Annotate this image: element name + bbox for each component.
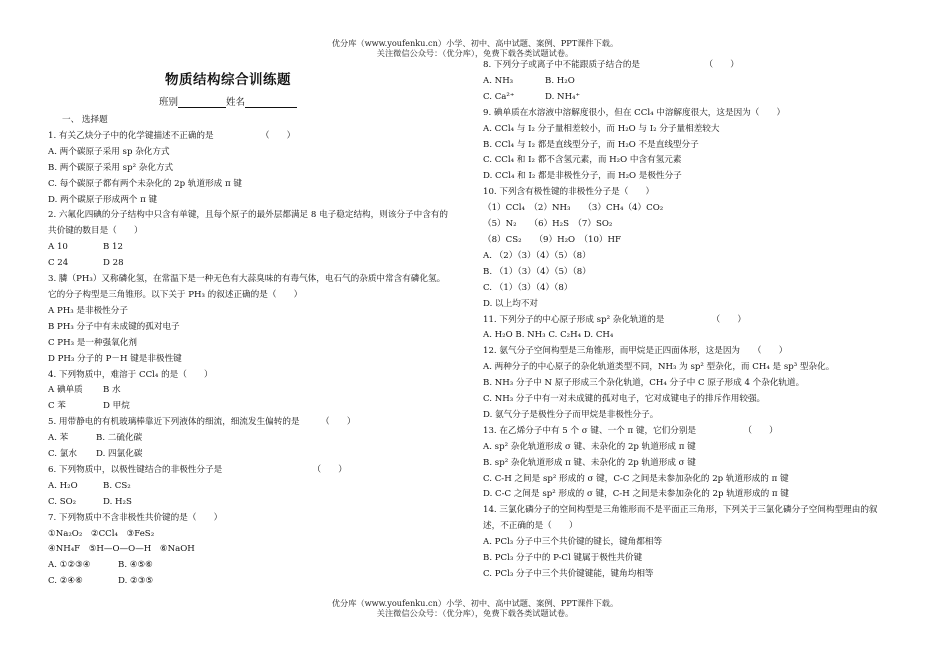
question-1: 1. 有关乙炔分子中的化学键描述不正确的是 （ ） — [48, 130, 296, 141]
q5-option-c: C. 氯水 — [48, 449, 77, 460]
q3-option-c: C PH₃ 是一种强氧化剂 — [48, 337, 137, 348]
q7-option-a: A. ①②③④ — [48, 560, 91, 571]
page-title: 物质结构综合训练题 — [165, 72, 291, 88]
question-4: 4. 下列物质中，难溶于 CCl₄ 的是（ ） — [48, 369, 213, 380]
q8-option-c: C. Ca²⁺ — [483, 91, 515, 102]
q6-option-b: B. CS₂ — [103, 480, 131, 491]
name-blank[interactable] — [245, 96, 297, 108]
q14-option-b: B. PCl₃ 分子中的 P-Cl 键属于极性共价键 — [483, 553, 643, 564]
q7-option-c: C. ②④⑥ — [48, 576, 83, 587]
q7-options-row-1 — [48, 558, 448, 574]
q7-options-row-2 — [48, 574, 448, 590]
right-column — [483, 58, 883, 583]
q2-option-c: C 24 — [48, 258, 69, 269]
q7-option-b: B. ④⑤⑥ — [118, 560, 153, 571]
q6-option-c: C. SO₂ — [48, 496, 77, 507]
class-name-line — [48, 94, 448, 108]
page-footer — [0, 598, 950, 618]
section-heading: 一、 选择题 — [62, 115, 108, 125]
q3-option-d: D PH₃ 分子的 P－H 键是非极性键 — [48, 353, 182, 364]
q13-option-d: D. C-C 之间是 sp² 形成的 σ 键，C-H 之间是未参加杂化的 2p 轨道形成的 π 键 — [483, 489, 789, 500]
class-label: 班别 — [158, 97, 178, 108]
header-line-1: 优分库（www.youfenku.cn）小学、初中、高中试题、案例、PPT课件下载。 — [331, 38, 619, 48]
q10-items-row-3: （8）CS₂ （9）H₂O （10）HF — [483, 234, 621, 245]
q7-items-row-2: ④NH₄F ⑤H—O—O—H ⑥NaOH — [48, 544, 195, 555]
question-5: 5. 用带静电的有机玻璃棒靠近下列液体的细流，细流发生偏转的是 （ ） — [48, 417, 356, 428]
q3-option-a: A PH₃ 是非极性分子 — [48, 305, 128, 316]
q12-option-a: A. 两种分子的中心原子的杂化轨道类型不同，NH₃ 为 sp² 型杂化，而 CH₄ 是 sp³ 型杂化。 — [483, 362, 835, 373]
q6-option-d: D. H₂S — [103, 496, 132, 507]
q1-option-d: D. 两个碳原子形成两个 π 键 — [48, 194, 158, 205]
left-column — [48, 54, 448, 590]
footer-line-2: 关注微信公众号：（优分库），免费下载各类试题试卷。 — [376, 608, 574, 618]
q9-option-c: C. CCl₄ 和 I₂ 都不含氢元素，而 H₂O 中含有氢元素 — [483, 155, 682, 166]
q13-option-c: C. C-H 之间是 sp² 形成的 σ 键，C-C 之间是未参加杂化的 2p 轨道形成的 π 键 — [483, 473, 789, 484]
q4-option-c: C 苯 — [48, 401, 66, 412]
question-8: 8. 下列分子或离子中不能跟质子结合的是 （ ） — [483, 60, 739, 70]
question-12: 12. 氨气分子空间构型是三角锥形，而甲烷是正四面体形，这是因为 （ ） — [483, 346, 788, 357]
q4-options-row-2 — [48, 399, 448, 415]
q2-options-row-1 — [48, 240, 448, 256]
q4-option-b: B 水 — [103, 385, 121, 396]
q5-options-row-2 — [48, 447, 448, 463]
q5-option-a: A. 苯 — [48, 433, 69, 444]
q1-option-c: C. 每个碳原子都有两个未杂化的 2p 轨道形成 π 键 — [48, 178, 242, 189]
footer-line-1: 优分库（www.youfenku.cn）小学、初中、高中试题、案例、PPT课件下载。 — [331, 598, 619, 608]
question-7: 7. 下列物质中不含非极性共价键的是（ ） — [48, 512, 223, 523]
q10-option-c: C. （1）（3）（4）（8） — [483, 282, 573, 293]
q8-option-a: A. NH₃ — [483, 75, 514, 86]
question-11: 11. 下列分子的中心原子形成 sp² 杂化轨道的是 （ ） — [483, 314, 746, 325]
q1-option-b: B. 两个碳原子采用 sp² 杂化方式 — [48, 162, 174, 173]
q8-option-b: B. H₂O — [545, 75, 575, 86]
question-2: 2. 六氟化四碘的分子结构中只含有单键，且每个原子的最外层都满足 8 电子稳定结构，则该分子中含有的共价键的数目是（ ） — [48, 210, 448, 237]
q6-option-a: A. H₂O — [48, 480, 78, 491]
q13-option-b: B. sp² 杂化轨道形成 π 键、未杂化的 2p 轨道形成 σ 键 — [483, 457, 696, 468]
q2-option-a: A 10 — [48, 242, 68, 253]
q10-items-row-2: （5）N₂ （6）H₂S （7）SO₂ — [483, 219, 613, 230]
q4-options-row-1 — [48, 383, 448, 399]
q14-option-c: C. PCl₃ 分子中三个共价键键能，键角均相等 — [483, 569, 654, 579]
q6-options-row-1 — [48, 479, 448, 495]
q12-option-c: C. NH₃ 分子中有一对未成键的孤对电子，它对成键电子的排斥作用较强。 — [483, 394, 766, 405]
q9-option-b: B. CCl₄ 与 I₂ 都是直线型分子，而 H₂O 不是直线型分子 — [483, 139, 699, 150]
q7-items-row-1: ①Na₂O₂ ②CCl₄ ③FeS₂ — [48, 528, 155, 539]
q2-option-b: B 12 — [103, 242, 123, 253]
q5-options-row-1 — [48, 431, 448, 447]
question-3: 3. 膦（PH₃）又称磷化氢，在常温下是一种无色有大蒜臭味的有毒气体，电石气的杂质中常含有磷化氢。它的分子构型是三角锥形。以下关于 PH₃ 的叙述正确的是（ ） — [48, 274, 446, 300]
q11-options: A. H₂O B. NH₃ C. C₂H₄ D. CH₄ — [483, 330, 614, 341]
q10-option-d: D. 以上均不对 — [483, 298, 539, 309]
q4-option-d: D 甲烷 — [103, 401, 130, 412]
q10-option-b: B. （1）（3）（4）（5）（8） — [483, 266, 591, 277]
q5-option-b: B. 二硫化碳 — [96, 433, 143, 444]
q3-option-b: B PH₃ 分子中有未成键的孤对电子 — [48, 321, 180, 332]
question-9: 9. 碘单质在水溶液中溶解度很小，但在 CCl₄ 中溶解度很大，这是因为（ ） — [483, 107, 786, 118]
header-line-2: 关注微信公众号：（优分库），免费下载各类试题试卷。 — [376, 48, 574, 58]
q14-option-a: A. PCl₃ 分子中三个共价键的键长，键角都相等 — [483, 537, 663, 548]
q7-option-d: D. ②③⑤ — [118, 576, 154, 587]
q10-option-a: A. （2）（3）（4）（5）（8） — [483, 250, 591, 261]
q10-items-row-1: （1）CCl₄ （2）NH₃ （3）CH₄（4）CO₂ — [483, 203, 664, 214]
q2-option-d: D 28 — [103, 258, 124, 269]
name-label: 姓名 — [226, 97, 246, 108]
q1-option-a: A. 两个碳原子采用 sp 杂化方式 — [48, 146, 170, 157]
q9-option-d: D. CCl₄ 和 I₂ 都是非极性分子，而 H₂O 是极性分子 — [483, 171, 682, 182]
q6-options-row-2 — [48, 495, 448, 511]
q8-options-row-1 — [483, 74, 883, 90]
q8-options-row-2 — [483, 90, 883, 106]
class-blank[interactable] — [178, 96, 226, 108]
q8-option-d: D. NH₄⁺ — [545, 91, 581, 102]
question-13: 13. 在乙烯分子中有 5 个 σ 键、一个 π 键，它们分别是 （ ） — [483, 425, 778, 436]
question-14: 14. 三氯化磷分子的空间构型是三角锥形而不是平面正三角形，下列关于三氯化磷分子空间构型理由的叙述，不正确的是（ ） — [483, 505, 878, 532]
q2-options-row-2 — [48, 256, 448, 272]
q12-option-d: D. 氨气分子是极性分子而甲烷是非极性分子。 — [483, 409, 659, 420]
q13-option-a: A. sp² 杂化轨道形成 σ 键、未杂化的 2p 轨道形成 π 键 — [483, 441, 696, 452]
q9-option-a: A. CCl₄ 与 I₂ 分子量相差较小，而 H₂O 与 I₂ 分子量相差较大 — [483, 123, 720, 134]
q5-option-d: D. 四氯化碳 — [96, 449, 143, 460]
question-10: 10. 下列含有极性键的非极性分子是（ ） — [483, 187, 655, 198]
question-6: 6. 下列物质中，以极性键结合的非极性分子是 （ ） — [48, 464, 347, 475]
q12-option-b: B. NH₃ 分子中 N 原子形成三个杂化轨道，CH₄ 分子中 C 原子形成 4 个杂化轨道。 — [483, 378, 805, 389]
q4-option-a: A 碘单质 — [48, 385, 83, 396]
